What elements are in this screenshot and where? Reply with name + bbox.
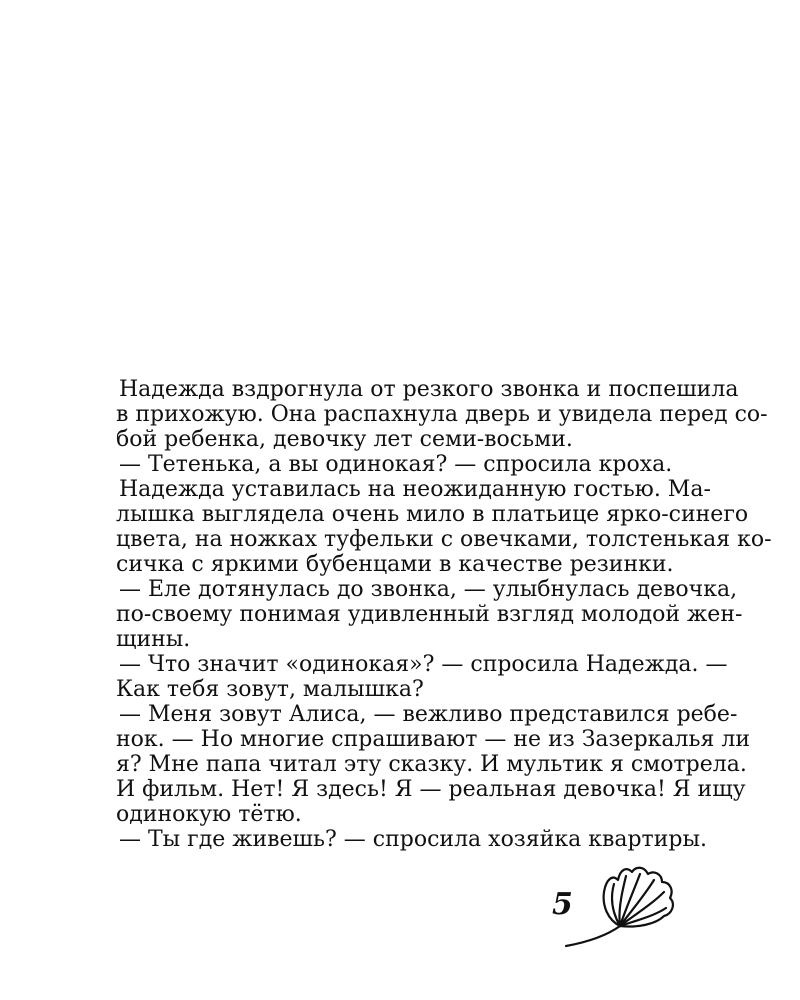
text-line: И фильм. Нет! Я здесь! Я — реальная девочка! Я ищу bbox=[116, 777, 746, 802]
text-line: Надежда уставилась на неожиданную гостью. Ма- bbox=[119, 477, 711, 502]
page-number: 5 bbox=[552, 887, 573, 922]
text-line: — Меня зовут Алиса, — вежливо представился ребе- bbox=[119, 702, 738, 727]
text-line: лышка выглядела очень мило в платьице ярко-синего bbox=[116, 502, 749, 527]
text-line: бой ребенка, девочку лет семи-восьми. bbox=[116, 427, 573, 452]
text-line: — Еле дотянулась до звонка, — улыбнулась девочка, bbox=[119, 577, 738, 602]
text-line: нок. — Но многие спрашивают — не из Зазеркалья ли bbox=[116, 727, 750, 752]
text-line: одинокую тётю. bbox=[116, 802, 302, 827]
text-line: — Тетенька, а вы одинокая? — спросила кроха. bbox=[119, 452, 673, 477]
text-line: — Ты где живешь? — спросила хозяйка квартиры. bbox=[119, 827, 707, 852]
text-line: по-своему понимая удивленный взгляд молодой жен- bbox=[116, 602, 743, 627]
text-line: в прихожую. Она распахнула дверь и увидела перед со- bbox=[116, 402, 768, 427]
text-line: — Что значит «одинокая»? — спросила Надежда. — bbox=[119, 652, 728, 677]
text-line: Как тебя зовут, малышка? bbox=[116, 677, 424, 702]
text-line: я? Мне папа читал эту сказку. И мультик я смотрела. bbox=[116, 752, 747, 777]
text-line: цвета, на ножках туфельки с овечками, толстенькая ко- bbox=[116, 527, 772, 552]
text-line: щины. bbox=[116, 627, 191, 652]
text-line: сичка с яркими бубенцами в качестве резинки. bbox=[116, 552, 674, 577]
text-line: Надежда вздрогнула от резкого звонка и поспешила bbox=[119, 377, 739, 402]
ginkgo-leaf-icon bbox=[560, 862, 680, 954]
